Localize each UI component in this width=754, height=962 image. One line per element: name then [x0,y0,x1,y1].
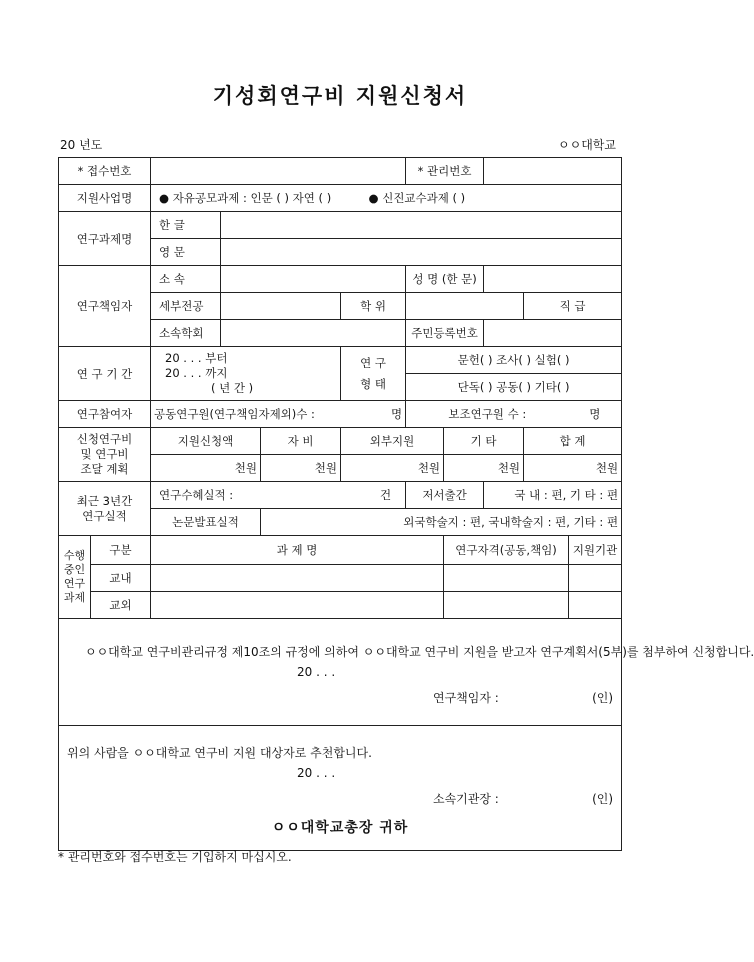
ongoing-agency-header: 지원기관 [569,536,622,565]
ongoing-label [59,536,91,619]
statement-section [59,619,754,726]
english-title-field[interactable] [221,239,622,266]
period-years[interactable]: ( 년 간 ) [211,381,254,395]
korean-title-label: 한 글 [151,212,221,239]
program-option-open[interactable]: ● 자유공모과제 : 인문 ( ) 자연 ( ) [159,191,332,205]
affiliation-field[interactable] [221,266,406,293]
recommendation-seal[interactable]: (인) [592,791,614,806]
funding-requested-amount[interactable]: 천원 [151,455,261,482]
books-detail[interactable]: 국 내 : 편, 기 타 : 편 [484,482,622,509]
ongoing-external-role[interactable] [444,592,569,619]
assistants-unit[interactable]: 명 [569,401,622,428]
footnote: * 관리번호와 접수번호는 기입하지 마십시오. [58,850,292,864]
research-type-options-2[interactable]: 단독( ) 공동( ) 기타( ) [406,374,622,401]
ongoing-label-line2: 중인 [63,563,86,576]
statement-seal[interactable]: (인) [592,690,614,705]
korean-title-field[interactable] [221,212,622,239]
research-type-label [341,347,406,401]
funding-external-amount[interactable]: 천원 [341,455,444,482]
ongoing-label-line3: 연구 [63,577,86,590]
papers-label: 논문발표실적 [151,509,261,536]
funding-header-other: 기 타 [444,428,524,455]
recommendation-section [59,726,622,851]
recommendation-date[interactable]: 20 . . . [297,765,336,780]
major-field[interactable] [221,293,341,320]
record-label-line1: 최근 3년간 [76,493,133,508]
reception-number-label: * 접수번호 [59,158,151,185]
ongoing-label-line4: 과제 [63,591,86,604]
addressee: ㅇㅇ대학교총장 귀하 [271,819,409,836]
society-field[interactable] [221,320,406,347]
degree-field[interactable] [406,293,524,320]
degree-label: 학 위 [341,293,406,320]
management-number-label: * 관리번호 [406,158,484,185]
major-label: 세부전공 [151,293,221,320]
resident-number-label: 주민등록번호 [406,320,484,347]
ongoing-external-label: 교외 [91,592,151,619]
funding-header-self: 자 비 [261,428,341,455]
rank-label: 직 급 [524,293,622,320]
ongoing-external-title[interactable] [151,592,444,619]
affiliation-label: 소 속 [151,266,221,293]
grants-label: 연구수혜실적 : [151,482,311,509]
assistants-label: 보조연구원 수 : [406,401,569,428]
books-label: 저서출간 [406,482,484,509]
project-title-label: 연구과제명 [59,212,151,266]
funding-label-line2: 및 연구비 [80,447,129,461]
program-options[interactable] [151,185,622,212]
english-title-label: 영 문 [151,239,221,266]
ongoing-internal-label: 교내 [91,565,151,592]
pi-label: 연구책임자 [59,266,151,347]
funding-header-requested: 지원신청액 [151,428,261,455]
society-label: 소속학회 [151,320,221,347]
statement-signer-label: 연구책임자 : [433,690,499,705]
statement-text: ㅇㅇ대학교 연구비관리규정 제10조의 규정에 의하여 ㅇㅇ대학교 연구비 지원을 받고자 연구계획서(5부)를 첨부하여 신청합니다. [85,644,754,659]
recommendation-text: 위의 사람을 ㅇㅇ대학교 연구비 지원 대상자로 추천합니다. [67,745,372,760]
program-label: 지원사업명 [59,185,151,212]
page-title: 기성회연구비 지원신청서 [212,83,468,108]
period-dates[interactable] [151,347,341,401]
funding-header-external: 외부지원 [341,428,444,455]
application-form-table [58,157,754,851]
papers-detail[interactable]: 외국학술지 : 편, 국내학술지 : 편, 기타 : 편 [261,509,622,536]
reception-number-field[interactable] [151,158,406,185]
resident-number-field[interactable] [484,320,622,347]
grants-unit[interactable]: 건 [311,482,406,509]
funding-label [59,428,151,482]
funding-label-line3: 조달 계획 [80,462,129,476]
co-researchers-unit[interactable]: 명 [341,401,406,428]
recommendation-signature [67,790,613,807]
statement-signature [67,689,613,706]
recommendation-signer-label: 소속기관장 : [433,791,499,806]
participants-label: 연구참여자 [59,401,151,428]
funding-other-amount[interactable]: 천원 [444,455,524,482]
research-type-label-line1: 연 구 [360,355,386,370]
management-number-field[interactable] [484,158,622,185]
co-researchers-label: 공동연구원(연구책임자제외)수 : [151,401,341,428]
record-label [59,482,151,536]
funding-label-line1: 신청연구비 [76,432,133,446]
ongoing-role-header: 연구자격(공동,책임) [444,536,569,565]
year-label: 20 년도 [60,138,103,152]
ongoing-external-agency[interactable] [569,592,622,619]
name-label: 성 명 (한 문) [406,266,484,293]
period-from[interactable]: 20 . . . 부터 [165,351,228,365]
funding-header-total: 합 계 [524,428,622,455]
ongoing-internal-title[interactable] [151,565,444,592]
name-field[interactable] [484,266,622,293]
funding-total-amount[interactable]: 천원 [524,455,622,482]
record-label-line2: 연구실적 [82,508,127,523]
research-type-label-line2: 형 태 [360,376,386,391]
ongoing-division-header: 구분 [91,536,151,565]
ongoing-internal-role[interactable] [444,565,569,592]
research-type-options-1[interactable]: 문헌( ) 조사( ) 실험( ) [406,347,622,374]
university-label: ㅇㅇ대학교 [558,138,616,152]
program-option-new-faculty[interactable]: ● 신진교수과제 ( ) [368,191,466,205]
period-to[interactable]: 20 . . . 까지 [165,366,228,380]
statement-date[interactable]: 20 . . . [297,664,336,679]
ongoing-title-header: 과 제 명 [151,536,444,565]
funding-self-amount[interactable]: 천원 [261,455,341,482]
ongoing-label-line1: 수행 [63,549,86,562]
ongoing-internal-agency[interactable] [569,565,622,592]
period-label: 연 구 기 간 [59,347,151,401]
